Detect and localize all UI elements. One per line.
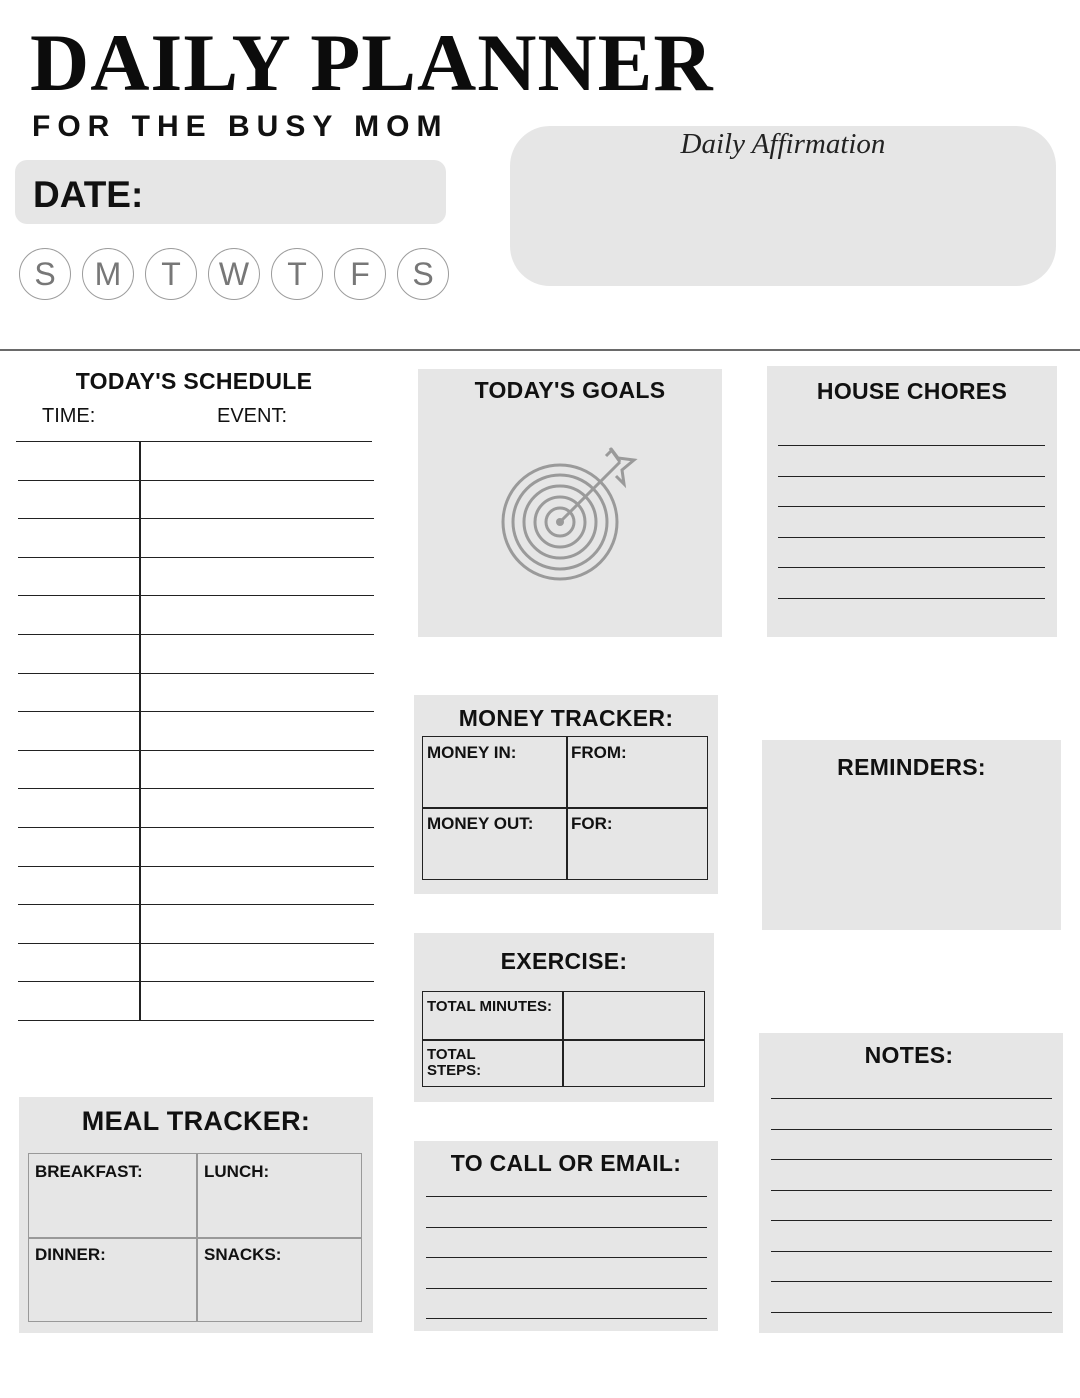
chores-line <box>778 476 1045 477</box>
schedule-row[interactable] <box>18 519 372 556</box>
notes-panel[interactable] <box>759 1033 1063 1333</box>
chores-line <box>778 537 1045 538</box>
money-for-label: FOR: <box>571 814 613 833</box>
schedule-row[interactable] <box>18 558 372 595</box>
chores-line <box>778 567 1045 568</box>
schedule-row[interactable] <box>18 905 372 942</box>
call-line <box>426 1227 707 1228</box>
schedule-row[interactable] <box>18 828 372 865</box>
schedule-row[interactable] <box>18 944 372 981</box>
day-circle-wednesday[interactable]: W <box>208 248 260 300</box>
chores-line <box>778 506 1045 507</box>
total-steps-label: TOTAL STEPS: <box>427 1046 482 1079</box>
money-from-label: FROM: <box>571 743 627 762</box>
snacks-field[interactable] <box>199 1268 360 1320</box>
schedule-row[interactable] <box>18 867 372 904</box>
call-title: TO CALL OR EMAIL: <box>450 1150 682 1176</box>
money-in-label: MONEY IN: <box>427 743 517 762</box>
call-line <box>426 1257 707 1258</box>
money-title: MONEY TRACKER: <box>458 705 674 731</box>
call-line <box>426 1196 707 1197</box>
money-from-field[interactable] <box>569 765 706 805</box>
notes-title: NOTES: <box>864 1042 954 1068</box>
header-divider <box>0 349 1080 351</box>
schedule-row[interactable] <box>18 442 372 479</box>
dinner-field[interactable] <box>30 1268 194 1320</box>
page-title: DAILY PLANNER <box>30 17 714 108</box>
affirmation-label: Daily Affirmation <box>680 128 886 160</box>
money-out-field[interactable] <box>424 836 564 878</box>
reminders-title: REMINDERS: <box>837 754 986 780</box>
lunch-label: LUNCH: <box>204 1162 270 1181</box>
chores-line <box>778 445 1045 446</box>
day-circle-friday[interactable]: F <box>334 248 386 300</box>
day-circle-saturday[interactable]: S <box>397 248 449 300</box>
call-line <box>426 1318 707 1319</box>
money-for-field[interactable] <box>569 836 706 878</box>
day-circle-sunday[interactable]: S <box>19 248 71 300</box>
call-line <box>426 1288 707 1289</box>
total-minutes-label: TOTAL MINUTES: <box>427 998 552 1015</box>
total-minutes-field[interactable] <box>565 993 703 1038</box>
chores-title: HOUSE CHORES <box>816 378 1008 404</box>
schedule-row[interactable] <box>18 789 372 826</box>
day-circle-monday[interactable]: M <box>82 248 134 300</box>
schedule-row[interactable] <box>18 635 372 672</box>
target-icon <box>498 444 640 586</box>
money-out-label: MONEY OUT: <box>427 814 534 833</box>
schedule-row-line <box>18 1020 374 1021</box>
dinner-label: DINNER: <box>35 1245 106 1264</box>
schedule-row[interactable] <box>18 712 372 749</box>
schedule-row[interactable] <box>18 596 372 633</box>
total-steps-field[interactable] <box>565 1041 703 1085</box>
day-circle-thursday[interactable]: T <box>271 248 323 300</box>
notes-line <box>771 1159 1052 1160</box>
schedule-row[interactable] <box>18 982 372 1019</box>
breakfast-field[interactable] <box>30 1185 194 1235</box>
schedule-event-header: EVENT: <box>217 405 288 427</box>
notes-line <box>771 1098 1052 1099</box>
notes-line <box>771 1312 1052 1313</box>
schedule-row[interactable] <box>18 751 372 788</box>
schedule-time-header: TIME: <box>42 405 96 427</box>
notes-line <box>771 1251 1052 1252</box>
date-label: DATE: <box>33 174 144 215</box>
schedule-row[interactable] <box>18 674 372 711</box>
meal-grid-divider <box>28 1237 362 1239</box>
chores-line <box>778 598 1045 599</box>
chores-panel[interactable] <box>767 366 1057 637</box>
notes-line <box>771 1190 1052 1191</box>
schedule-row[interactable] <box>18 481 372 518</box>
notes-line <box>771 1129 1052 1130</box>
breakfast-label: BREAKFAST: <box>35 1162 143 1181</box>
money-grid-divider <box>422 807 708 809</box>
snacks-label: SNACKS: <box>204 1245 282 1264</box>
money-in-field[interactable] <box>424 765 564 805</box>
notes-line <box>771 1220 1052 1221</box>
page-subtitle: FOR THE BUSY MOM <box>32 110 449 143</box>
goals-title: TODAY'S GOALS <box>474 377 666 403</box>
day-circle-tuesday[interactable]: T <box>145 248 197 300</box>
meal-title: MEAL TRACKER: <box>81 1106 311 1136</box>
lunch-field[interactable] <box>199 1185 360 1235</box>
schedule-title: TODAY'S SCHEDULE <box>75 368 313 394</box>
exercise-title: EXERCISE: <box>500 948 628 974</box>
notes-line <box>771 1281 1052 1282</box>
